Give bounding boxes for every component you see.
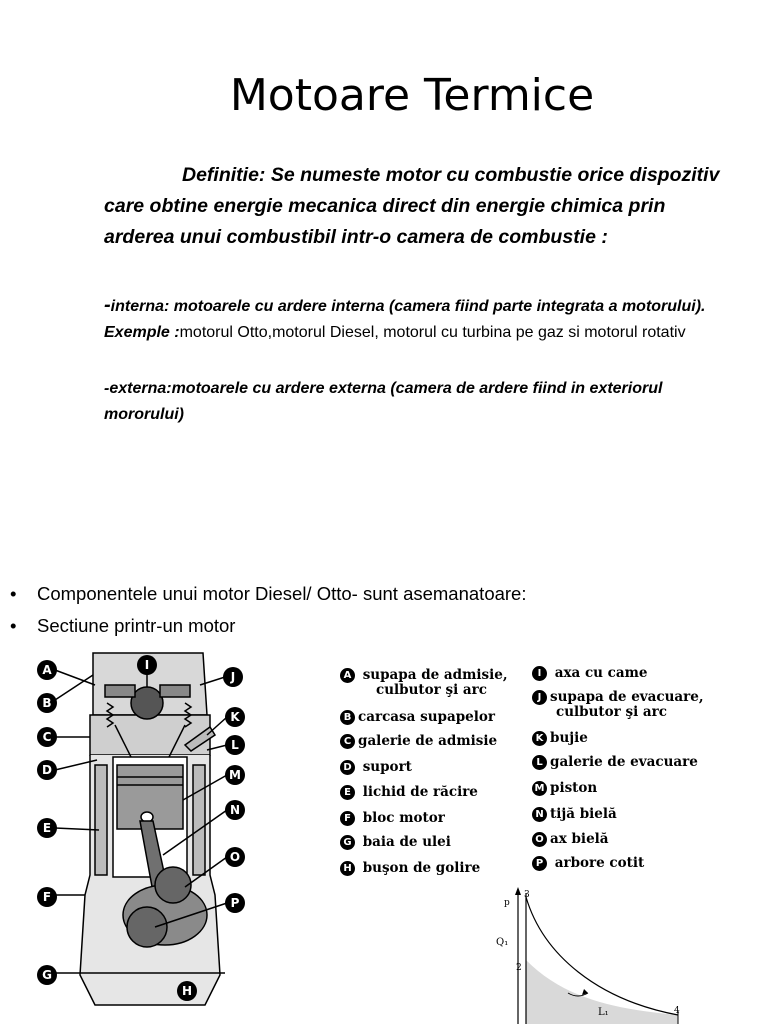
badge-b: B	[340, 710, 355, 725]
legend-text: piston	[550, 780, 598, 796]
legend-text: supapa de evacuare,	[550, 689, 704, 705]
legend-text: suport	[362, 759, 412, 775]
badge-e: E	[340, 785, 355, 800]
legend-item-o	[532, 831, 609, 847]
bullet-item-components: • Componentele unui motor Diesel/ Otto- sunt asemanatoare:	[0, 580, 526, 612]
svg-text:O: O	[229, 850, 241, 864]
svg-text:L: L	[231, 738, 239, 752]
pv-point-2: 2	[516, 963, 522, 973]
legend-text: bloc motor	[362, 810, 445, 826]
legend-item-i	[532, 665, 648, 681]
legend-text: arbore cotit	[554, 855, 645, 871]
legend-text: tijă bielă	[550, 806, 617, 822]
pv-diagram	[488, 885, 728, 1024]
legend-item-e	[340, 784, 478, 800]
definition	[104, 160, 724, 253]
pv-p-label: p	[504, 898, 510, 908]
pv-q-label: Q₁	[496, 937, 509, 948]
badge-i: I	[532, 666, 547, 681]
badge-d: D	[340, 760, 355, 775]
legend-text: axa cu came	[554, 665, 648, 681]
svg-text:I: I	[144, 658, 150, 672]
legend-text: culbutor şi arc	[556, 704, 667, 720]
badge-n: N	[532, 807, 547, 822]
svg-text:P: P	[230, 896, 240, 910]
dash: -	[104, 294, 111, 316]
legend-item-c	[340, 733, 497, 749]
svg-text:C: C	[42, 730, 52, 744]
legend-text: supapa de admisie,	[362, 667, 508, 683]
legend-item-b	[340, 709, 495, 725]
legend-text: baia de ulei	[362, 834, 451, 850]
badge-j: J	[532, 690, 547, 705]
pv-point-3: 3	[524, 890, 530, 900]
internal-bold: interna: motoarele cu ardere interna (camera fiind parte integrata a motorului). Exemple :	[104, 298, 706, 341]
svg-text:J: J	[230, 670, 236, 684]
legend-text: bujie	[550, 730, 588, 746]
legend-text: carcasa supapelor	[358, 709, 495, 725]
svg-text:H: H	[181, 984, 193, 998]
pv-point-4: 4	[674, 1006, 680, 1016]
badge-h: H	[340, 861, 355, 876]
badge-o: O	[532, 832, 547, 847]
svg-text:B: B	[42, 696, 52, 710]
badge-p: P	[532, 856, 547, 871]
bullet-list	[0, 580, 526, 644]
badge-k: K	[532, 731, 547, 746]
legend-item-l	[532, 754, 698, 770]
svg-text:F: F	[42, 890, 52, 904]
bullet-item-section: • Sectiune printr-un motor	[0, 612, 526, 644]
legend-item-g	[340, 834, 451, 850]
badge-l: L	[532, 755, 547, 770]
svg-text:N: N	[229, 803, 241, 817]
legend-text: lichid de răcire	[362, 784, 478, 800]
legend-text: galerie de evacuare	[550, 754, 698, 770]
legend-item-h	[340, 860, 480, 876]
internal-paragraph	[104, 292, 754, 346]
internal-normal: motorul Otto,motorul Diesel, motorul cu turbina pe gaz si motorul rotativ	[179, 324, 686, 341]
legend-text: ax bielă	[550, 831, 609, 847]
definition-text: Definitie: Se numeste motor cu combustie orice dispozitiv care obtine energie mecanica direct din energie chimica prin arderea unui combustibil intr-o camera de combustie :	[104, 164, 720, 248]
legend-item-k	[532, 730, 588, 746]
badge-c: C	[340, 734, 355, 749]
svg-text:M: M	[229, 768, 241, 782]
badge-g: G	[340, 835, 355, 850]
legend-item-j	[532, 689, 704, 720]
badge-f: F	[340, 811, 355, 826]
svg-text:A: A	[42, 663, 52, 677]
legend-item-d	[340, 759, 412, 775]
legend-text: galerie de admisie	[358, 733, 498, 749]
svg-text:D: D	[42, 763, 52, 777]
svg-text:E: E	[42, 821, 52, 835]
legend-text: buşon de golire	[362, 860, 481, 876]
legend-item-m	[532, 780, 597, 796]
legend-item-n	[532, 806, 617, 822]
legend-item-a	[340, 667, 508, 698]
svg-text:G: G	[42, 968, 52, 982]
pv-l-label: L₁	[598, 1007, 609, 1018]
svg-text:K: K	[230, 710, 240, 724]
external-paragraph: -externa:motoarele cu ardere externa (camera de ardere fiind in exteriorul mororului)	[104, 380, 663, 423]
engine-diagram	[35, 645, 265, 1024]
badge-m: M	[532, 781, 547, 796]
legend-item-f	[340, 810, 445, 826]
page-title: Motoare Termice	[229, 70, 595, 121]
badge-a: A	[340, 668, 355, 683]
legend-item-p	[532, 855, 644, 871]
legend-text: culbutor şi arc	[376, 682, 487, 698]
